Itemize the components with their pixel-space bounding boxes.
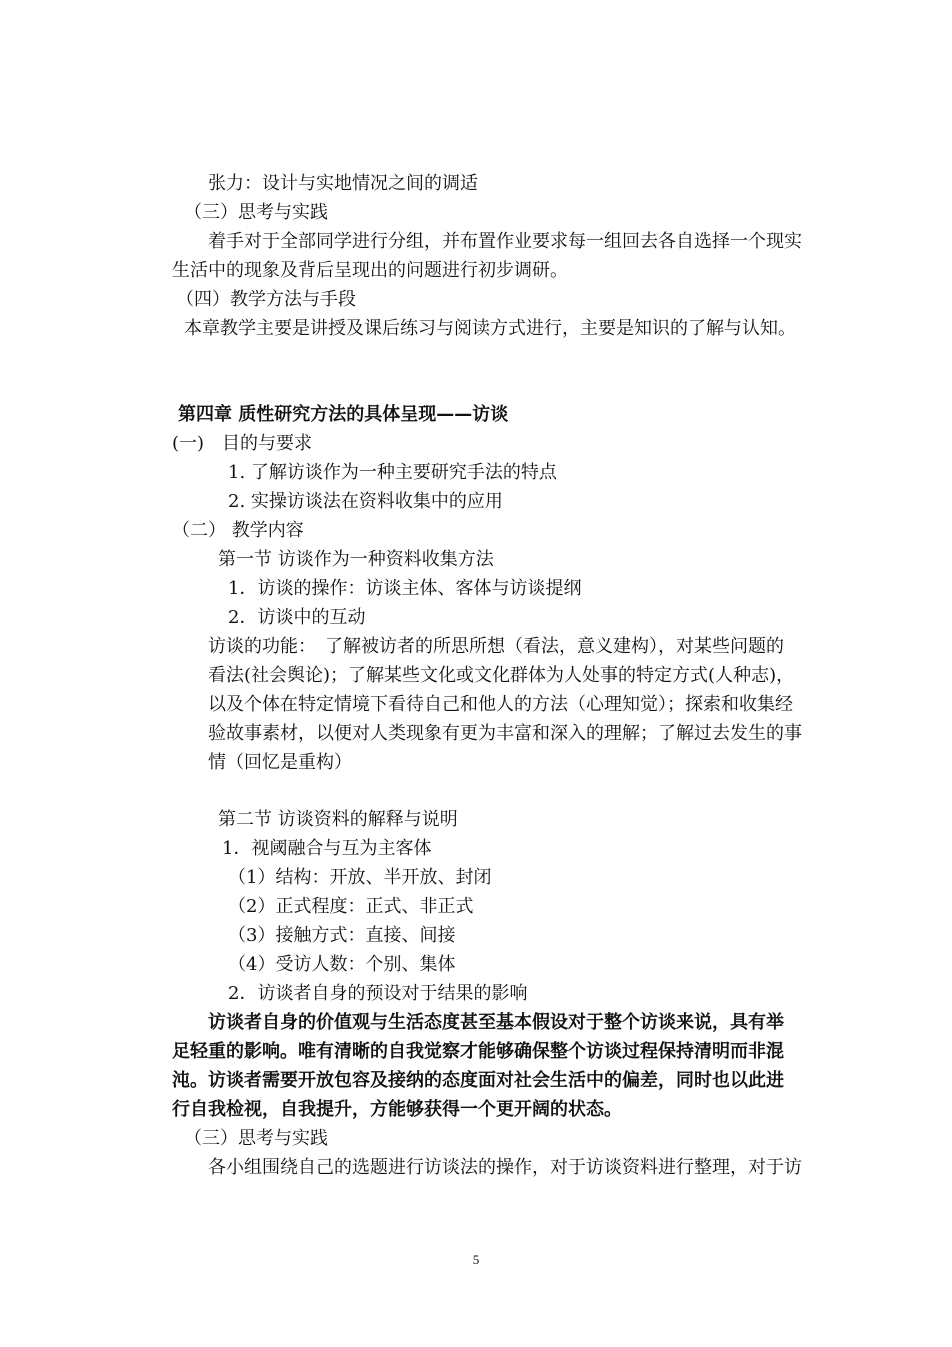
list-item: 1．访谈的操作：访谈主体、客体与访谈提纲	[228, 578, 582, 599]
paragraph-line: 情（回忆是重构）	[208, 752, 352, 773]
paragraph-line: 验故事素材，以便对人类现象有更为丰富和深入的理解；了解过去发生的事	[208, 723, 802, 744]
list-item: 2．访谈中的互动	[228, 607, 366, 628]
list-item: 1. 了解访谈作为一种主要研究手法的特点	[228, 462, 557, 483]
list-item: 2．访谈者自身的预设对于结果的影响	[228, 983, 528, 1004]
bold-paragraph-line: 沌。访谈者需要开放包容及接纳的态度面对社会生活中的偏差，同时也以此进	[172, 1070, 784, 1091]
list-item: （4）受访人数：个别、集体	[228, 954, 456, 975]
paragraph-line: 访谈的功能： 了解被访者的所思所想（看法，意义建构），对某些问题的	[208, 636, 784, 657]
list-item: （1）结构：开放、半开放、封闭	[228, 867, 492, 888]
subsection-heading: (一) 目的与要求	[172, 433, 313, 454]
list-item: （3）接触方式：直接、间接	[228, 925, 456, 946]
list-item: （2）正式程度：正式、非正式	[228, 896, 474, 917]
section-title: 第二节 访谈资料的解释与说明	[218, 809, 458, 830]
paragraph-line: 生活中的现象及背后呈现出的问题进行初步调研。	[172, 260, 568, 281]
subsection-heading: （三）思考与实践	[184, 1128, 328, 1149]
list-item: 1．视阈融合与互为主客体	[222, 838, 432, 859]
subsection-heading: （四）教学方法与手段	[176, 289, 356, 310]
paragraph-line: 着手对于全部同学进行分组，并布置作业要求每一组回去各自选择一个现实	[208, 231, 802, 252]
page-number: 5	[472, 1252, 480, 1267]
bold-paragraph-line: 行自我检视，自我提升，方能够获得一个更开阔的状态。	[172, 1099, 622, 1120]
subsection-heading: （二） 教学内容	[172, 520, 304, 541]
paragraph-line: 看法(社会舆论)；了解某些文化或文化群体为人处事的特定方式(人种志)，	[208, 665, 795, 686]
list-item: 2. 实操访谈法在资料收集中的应用	[228, 491, 503, 512]
bold-paragraph-line: 访谈者自身的价值观与生活态度甚至基本假设对于整个访谈来说，具有举	[208, 1012, 784, 1033]
section-title: 第一节 访谈作为一种资料收集方法	[218, 549, 494, 570]
paragraph-line: 以及个体在特定情境下看待自己和他人的方法（心理知觉）；探索和收集经	[208, 694, 793, 715]
subsection-heading: （三）思考与实践	[184, 202, 328, 223]
paragraph-line: 本章教学主要是讲授及课后练习与阅读方式进行，主要是知识的了解与认知。	[184, 318, 796, 339]
bold-paragraph-line: 足轻重的影响。唯有清晰的自我觉察才能够确保整个访谈过程保持清明而非混	[172, 1041, 784, 1062]
paragraph-line: 各小组围绕自己的选题进行访谈法的操作，对于访谈资料进行整理，对于访	[208, 1157, 802, 1178]
text-line: 张力：设计与实地情况之间的调适	[208, 173, 478, 194]
chapter-title: 第四章 质性研究方法的具体呈现——访谈	[178, 404, 509, 425]
